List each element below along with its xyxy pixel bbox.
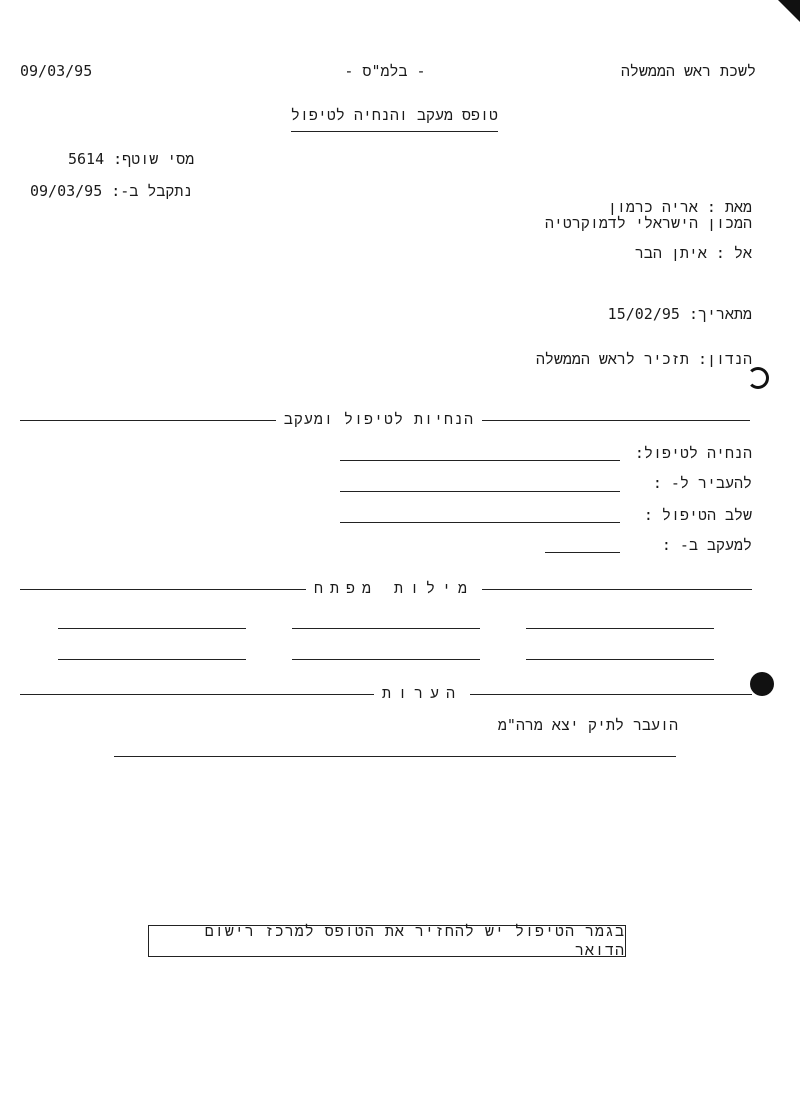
from-org: המכון הישראלי לדמוקרטיה — [544, 214, 752, 232]
office-name: לשכת ראש הממשלה — [620, 62, 756, 80]
to-label: אל : — [715, 244, 752, 262]
received-date-label: נתקבל ב-: — [111, 182, 193, 200]
to-name: איתן הבר — [634, 244, 707, 262]
keyword-line[interactable] — [58, 628, 246, 629]
subject-label: הנדון: — [697, 350, 752, 368]
field-line-forward-to[interactable] — [340, 491, 620, 492]
footer-instruction-box — [148, 922, 626, 959]
section-heading-handling: הנחיות לטיפול ומעקב — [276, 410, 482, 429]
partner-number — [68, 150, 194, 169]
from-label: מאת : — [706, 198, 752, 216]
page-corner-mark — [778, 0, 800, 22]
subject-line — [536, 350, 752, 369]
keyword-line[interactable] — [526, 659, 714, 660]
received-date — [30, 182, 192, 201]
punch-hole — [750, 672, 774, 696]
form-title: טופס מעקב והנחיה לטיפול — [291, 106, 498, 132]
dated-label: מתאריך: — [688, 305, 752, 323]
to-line — [635, 244, 752, 263]
footer-instruction: בגמר הטיפול יש להחזיר את הטופס למרכז רישום הדואר — [204, 922, 625, 959]
section-heading-notes: הערות — [374, 684, 470, 703]
field-label-forward-to: להעביר ל- : — [652, 474, 752, 492]
section-heading-keywords: מילות מפתח — [306, 579, 482, 598]
classification-label: - בלמ"ס - — [344, 62, 426, 80]
header-date: 09/03/95 — [20, 62, 93, 80]
dated-line — [608, 305, 752, 324]
field-label-stage: שלב הטיפול : — [643, 506, 752, 524]
from-name: אריה כרמון — [607, 198, 698, 216]
subject-value: תזכיר לראש הממשלה — [535, 350, 689, 368]
notes-line[interactable] — [114, 756, 676, 757]
field-label-follow-up: למעקב ב- : — [661, 536, 752, 554]
notes-text: הועבר לתיק יצא מרה"מ — [497, 716, 678, 734]
field-line-stage[interactable] — [340, 522, 620, 523]
dated-value: 15/02/95 — [607, 305, 680, 323]
field-line-instruction[interactable] — [340, 460, 620, 461]
partner-number-value: 5614 — [68, 150, 105, 168]
keyword-line[interactable] — [292, 659, 480, 660]
field-line-follow-up[interactable] — [545, 552, 620, 553]
received-date-value: 09/03/95 — [30, 182, 103, 200]
keyword-line[interactable] — [58, 659, 246, 660]
keyword-line[interactable] — [526, 628, 714, 629]
partner-number-label: מסי שוטף: — [113, 150, 195, 168]
punch-hole-mark — [747, 367, 769, 389]
keyword-line[interactable] — [292, 628, 480, 629]
field-label-instruction: הנחיה לטיפול: — [634, 444, 752, 462]
